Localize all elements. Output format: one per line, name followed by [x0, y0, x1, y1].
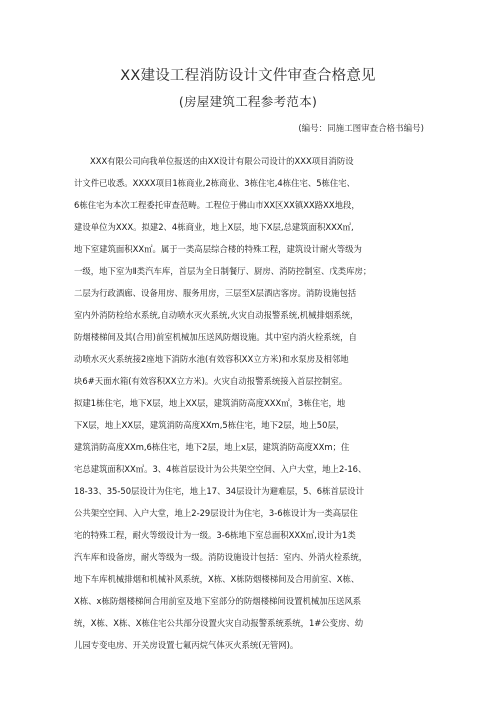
body-line: XXX有限公司向我单位报送的由XX设计有限公司设计的XXX项目消防设: [90, 156, 354, 166]
body-line: 动喷水灭火系统接2座地下消防水池(有效容积XX立方米)和水泵房及相邻地: [74, 354, 349, 364]
body-line: 地下室建筑面积XX㎡。属于一类高层综合楼的特殊工程，建筑设计耐火等级为: [74, 244, 362, 254]
body-line: 宅的特殊工程，耐火等级设计为一级。3-6栋地下室总面积XXX㎡,设计为1类: [74, 530, 356, 540]
body-line: 室内外消防栓给水系统,自动喷水灭火系统,火灾自动报警系统,机械排烟系统，: [74, 310, 359, 320]
body-line: 汽车库和设备房，耐火等级为一级。消防设施设计包括：室内、外消火栓系统，: [74, 552, 368, 562]
document-subtitle: (房屋建筑工程参考范本): [178, 94, 318, 109]
body-line: 建设单位为XXX。拟建2、4栋商业，地上X层，地下X层,总建筑面积XXX㎡,: [74, 222, 354, 232]
body-line: 18-33、35-50层设计为住宅，地上17、34层设计为避难层，5、6栋首层设计: [74, 486, 365, 496]
body-line: 块6#天面水箱(有效容积XX立方米)。火灾自动报警系统接入首层控制室。: [74, 376, 348, 386]
body-line: 宅总建筑面积XX㎡。3、4栋首层设计为公共架空空间、入户大堂，地上2-16、: [74, 464, 367, 474]
body-line: 一级，地下室为Ⅱ类汽车库，首层为全日制餐厅、厨房、消防控制室、戊类库房；: [74, 266, 372, 276]
body-line: 公共架空空间、入户大堂，地上2-29层设计为住宅，3-6栋设计为一类高层住: [74, 508, 358, 518]
body-line: 计文件已收悉。XXXX项目1栋商业,2栋商业、3栋住宅,4栋住宅、5栋住宅、: [74, 178, 356, 188]
body-line: 统，X栋、X栋、X栋住宅公共部分设置火灾自动报警系统系统，1#公变房、幼: [74, 618, 364, 628]
body-line: 建筑消防高度XXm,6栋住宅，地下2层，地上x层，建筑消防高度XXm；住: [74, 442, 350, 452]
body-line: 拟建1栋住宅，地下X层，地上XX层，建筑消防高度XXX㎡，3栋住宅，地: [74, 398, 346, 408]
body-paragraph: [74, 150, 434, 656]
body-line: 地下车库机械排烟和机械补风系统，X栋、X栋防烟楼梯间及合用前室、X栋、: [74, 574, 360, 584]
body-line: 二层为行政酒廊、设备用房、服务用房，三层至X层酒店客房。消防设施包括: [74, 288, 357, 298]
body-line: X栋、x栋防烟楼梯间合用前室及地下室部分的防烟楼梯间设置机械加压送风系: [74, 596, 362, 606]
document-title: XX建设工程消防设计文件审查合格意见: [120, 68, 376, 84]
body-line: 儿园专变电房、开关房设置七氟丙烷气体灭火系统(无管网)。: [74, 640, 299, 650]
document-number: (编号：同施工图审查合格书编号): [298, 124, 424, 134]
body-line: 6栋住宅为本次工程委托审查范畴。工程位于佛山市XX区XX镇XX路XX地段，: [74, 200, 360, 210]
body-line: 防烟楼梯间及其(合用)前室机械加压送风防烟设施。其中室内消火栓系统，自: [74, 332, 357, 342]
body-line: 下X层，地上XX层，建筑消防高度XXm,5栋住宅，地下2层，地上50层，: [74, 420, 345, 430]
